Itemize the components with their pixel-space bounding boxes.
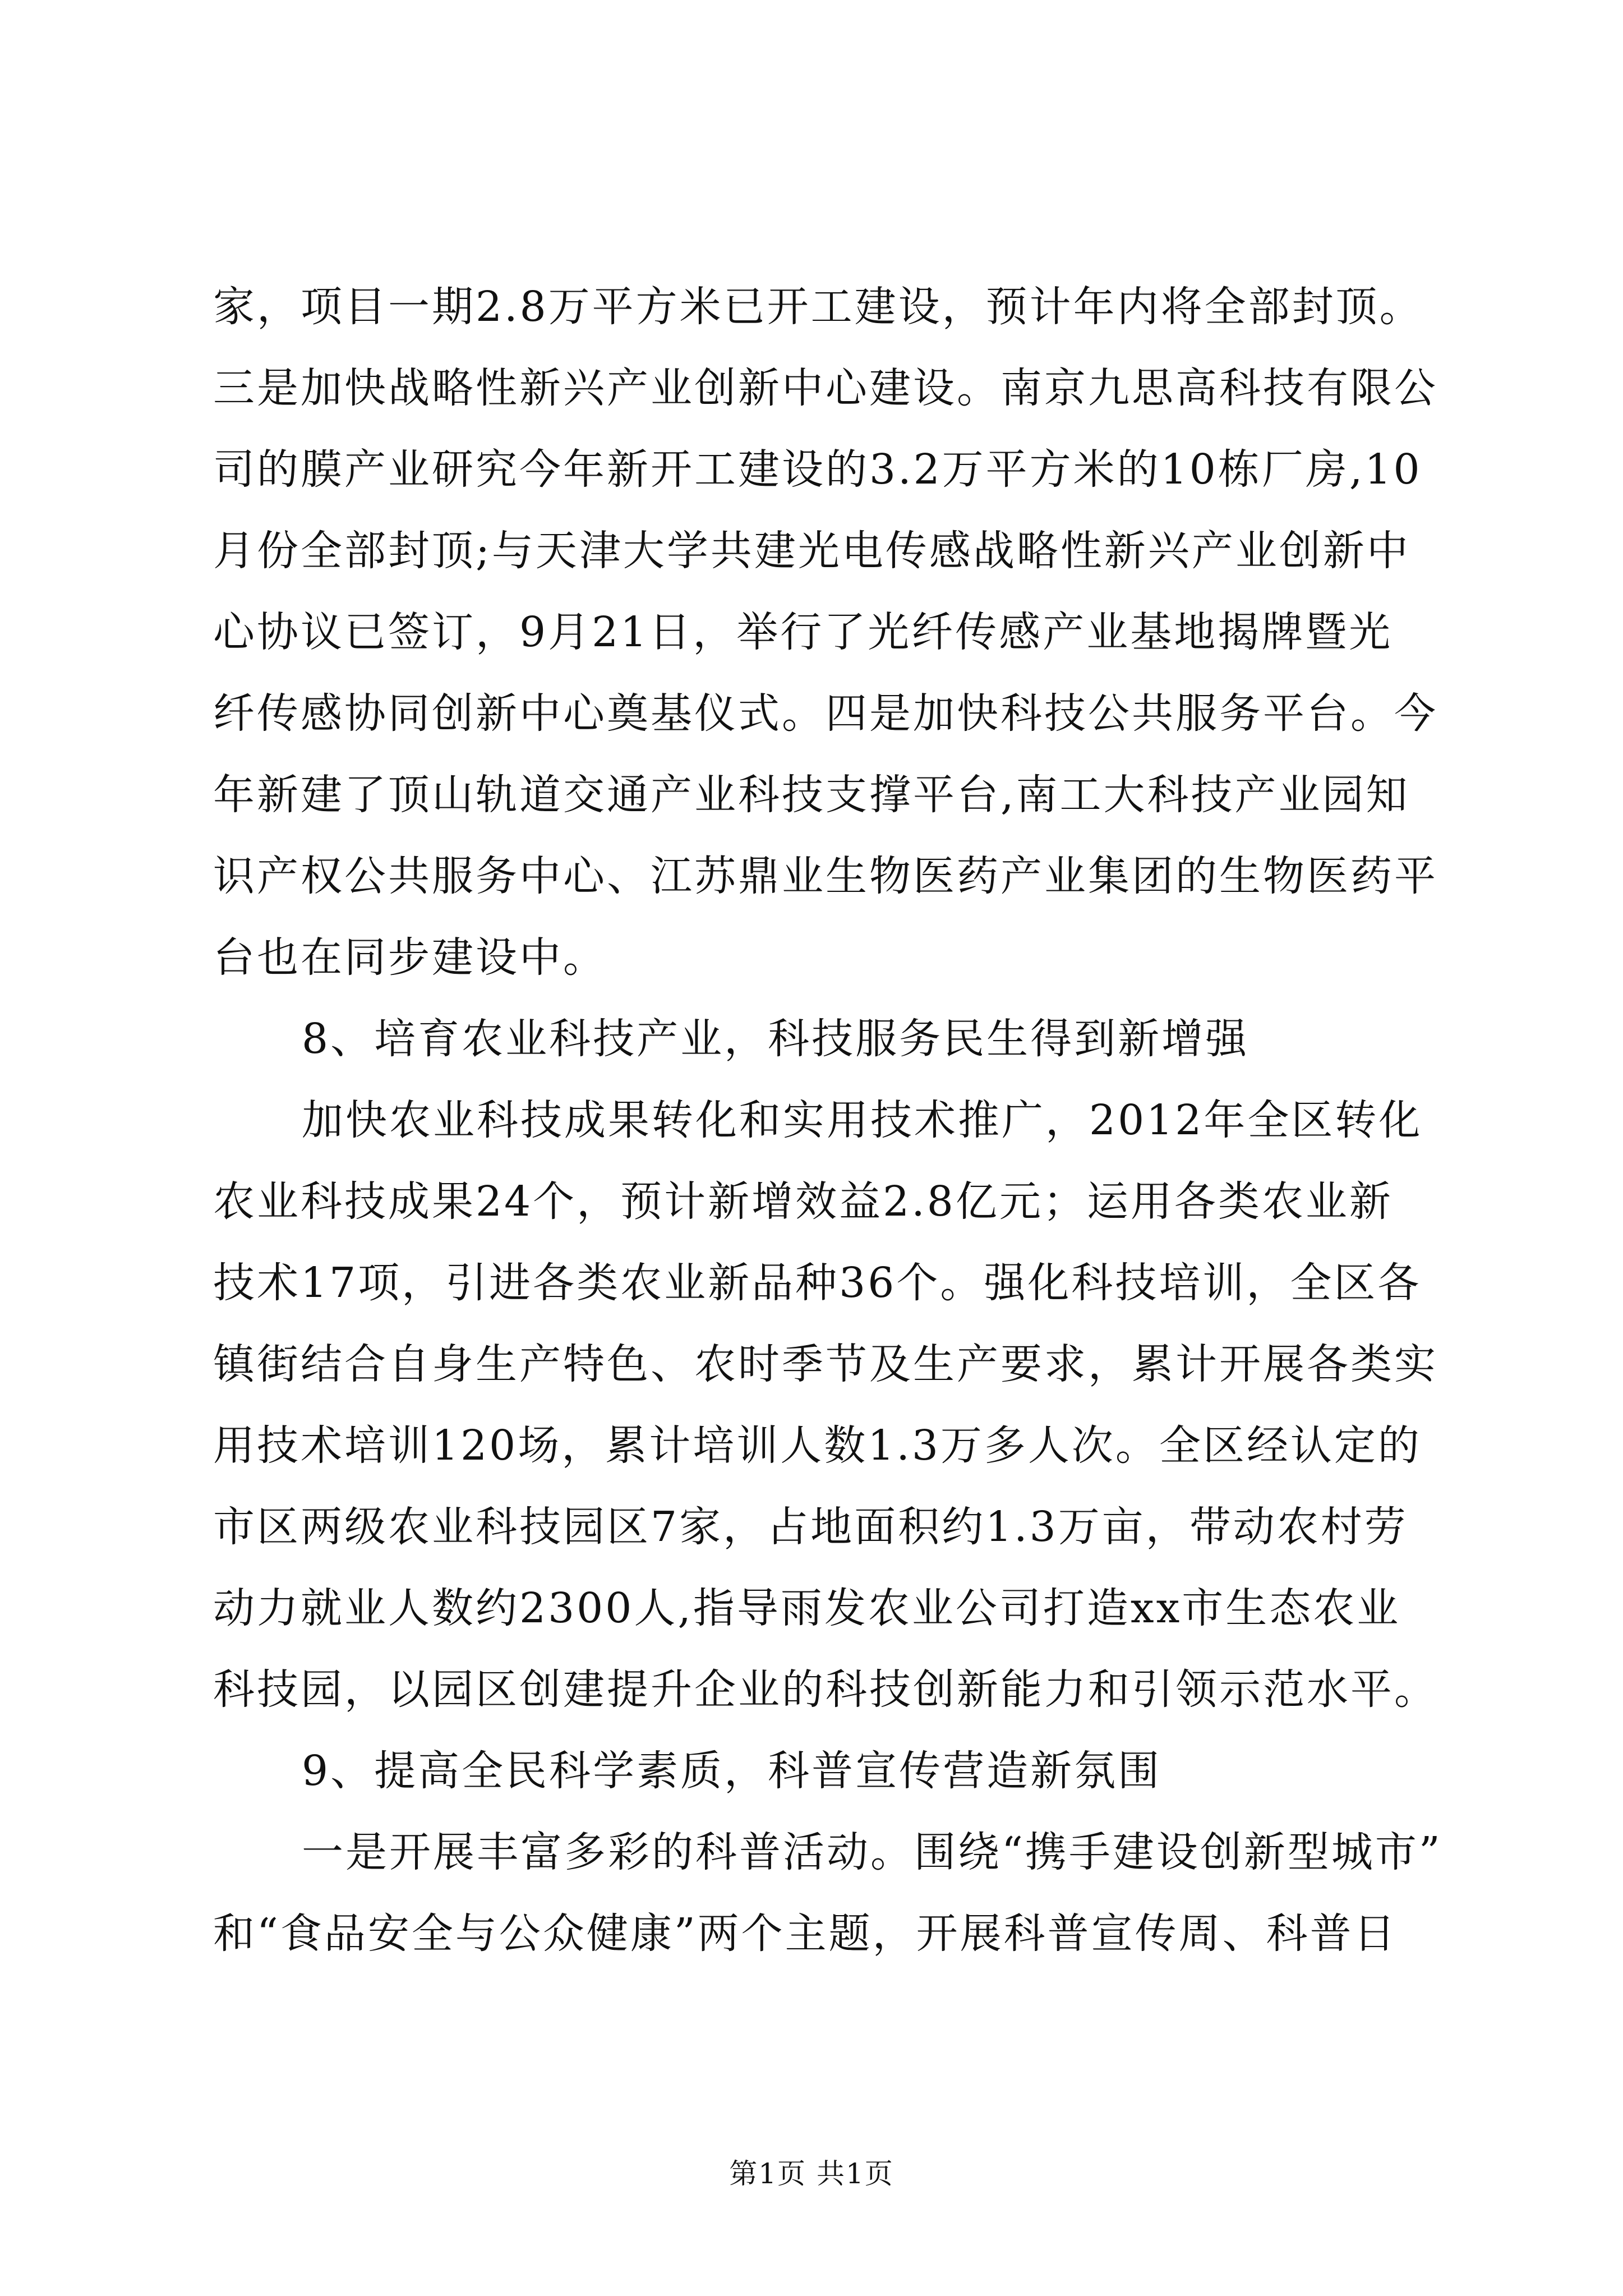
paragraph-line: 司的膜产业研究今年新开工建设的3.2万平方米的10栋厂房,10 [213,445,1422,494]
section-heading-9: 9、提高全民科学素质，科普宣传营造新氛围 [302,1747,1162,1795]
paragraph-line: 一是开展丰富多彩的科普活动。围绕“携手建设创新型城市” [302,1828,1442,1876]
paragraph-line: 科技园，以园区创建提升企业的科技创新能力和引领示范水平。 [213,1665,1438,1714]
paragraph-line: 动力就业人数约2300人,指导雨发农业公司打造xx市生态农业 [213,1584,1401,1632]
document-body [213,266,1442,1975]
paragraph-line: 识产权公共服务中心、江苏鼎业生物医药产业集团的生物医药平 [213,852,1438,900]
paragraph-line: 技术17项，引进各类农业新品种36个。强化科技培训，全区各 [213,1259,1422,1307]
paragraph-line: 台也在同步建设中。 [213,933,607,982]
paragraph-line: 和“食品安全与公众健康”两个主题，开展科普宣传周、科普日 [213,1910,1398,1958]
paragraph-line: 纤传感协同创新中心奠基仪式。四是加快科技公共服务平台。今 [213,689,1438,738]
paragraph-line: 镇街结合自身生产特色、农时季节及生产要求，累计开展各类实 [213,1340,1438,1388]
paragraph-line: 三是加快战略性新兴产业创新中心建设。南京九思高科技有限公 [213,364,1438,412]
paragraph-line: 农业科技成果24个，预计新增效益2.8亿元；运用各类农业新 [213,1177,1393,1226]
paragraph-line: 用技术培训120场，累计培训人数1.3万多人次。全区经认定的 [213,1421,1422,1470]
paragraph-line: 市区两级农业科技园区7家，占地面积约1.3万亩，带动农村劳 [213,1503,1408,1551]
paragraph-line: 心协议已签订，9月21日，举行了光纤传感产业基地揭牌暨光 [213,608,1393,656]
paragraph-line: 家，项目一期2.8万平方米已开工建设，预计年内将全部封顶。 [213,283,1423,331]
paragraph-line: 月份全部封顶;与天津大学共建光电传感战略性新兴产业创新中 [213,527,1410,575]
paragraph-line: 年新建了顶山轨道交通产业科技支撑平台,南工大科技产业园知 [213,771,1410,819]
paragraph-line: 加快农业科技成果转化和实用技术推广，2012年全区转化 [302,1096,1423,1144]
section-heading-8: 8、培育农业科技产业，科技服务民生得到新增强 [302,1015,1249,1063]
page-number-footer: 第1页 共1页 [729,2157,894,2190]
